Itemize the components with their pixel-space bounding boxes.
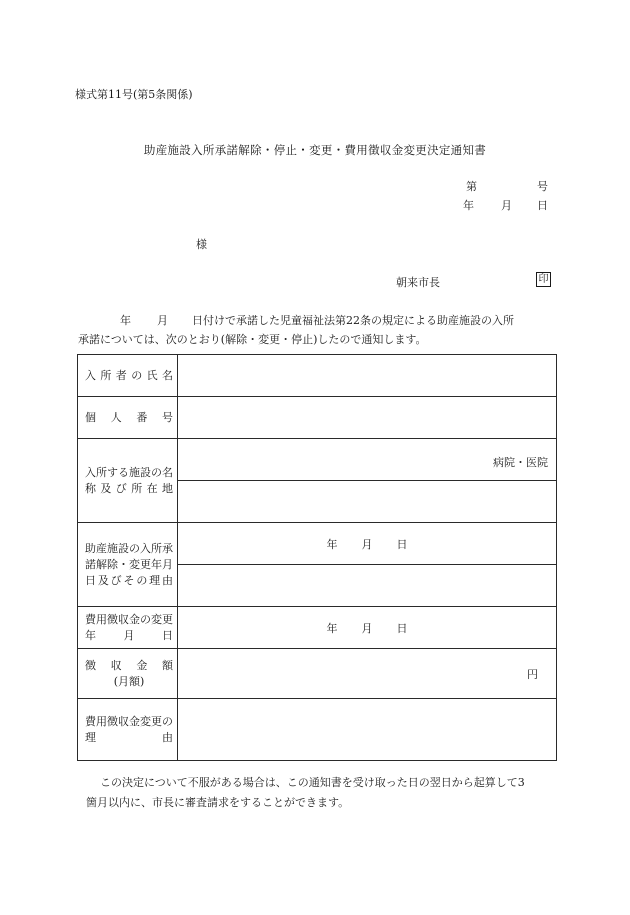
facility-address[interactable] — [178, 481, 557, 523]
issuer-name: 朝来市長 — [396, 276, 440, 289]
table-row — [78, 355, 557, 397]
id-label: 個 人 番 号 — [78, 397, 178, 439]
table-row — [78, 607, 557, 649]
facility-type: 病院・医院 — [178, 439, 557, 481]
change-label: 助産施設の入所承諾解除・変更年月日及びその理由 — [78, 523, 178, 607]
intro-line-2: 承諾については、次のとおり(解除・変更・停止)したので通知します。 — [78, 333, 427, 346]
id-value[interactable] — [178, 397, 557, 439]
change-reason[interactable] — [178, 565, 557, 607]
change-date[interactable]: 年 月 日 — [178, 523, 557, 565]
seal-mark: 印 — [536, 272, 551, 287]
table-row — [78, 397, 557, 439]
fee-reason-label: 費用徴収金変更の理由 — [78, 699, 178, 761]
table-row — [78, 699, 557, 761]
fee-change-date[interactable]: 年 月 日 — [178, 607, 557, 649]
document-date — [463, 197, 548, 213]
date-month: 月 — [501, 199, 512, 212]
name-value[interactable] — [178, 355, 557, 397]
number-prefix: 第 — [466, 180, 477, 193]
name-label: 入所者の氏名 — [78, 355, 178, 397]
number-suffix: 号 — [537, 180, 548, 193]
notice-table — [77, 354, 557, 761]
footnote — [78, 773, 560, 813]
document-title: 助産施設入所承諾解除・停止・変更・費用徴収金変更決定通知書 — [143, 143, 487, 157]
amount-value[interactable]: 円 — [178, 649, 557, 699]
table-row — [78, 439, 557, 481]
form-number: 様式第11号(第5条関係) — [75, 88, 193, 101]
amount-label: 徴収金額 (月額) — [78, 649, 178, 699]
table-row — [78, 523, 557, 565]
fee-reason-value[interactable] — [178, 699, 557, 761]
facility-label: 入所する施設の名称及び所在地 — [78, 439, 178, 523]
table-row — [78, 649, 557, 699]
addressee-suffix: 様 — [196, 238, 207, 251]
document-number — [466, 178, 548, 194]
footnote-line-2: 箇月以内に、市長に審査請求をすることができます。 — [86, 796, 350, 809]
footnote-line-1: この決定について不服がある場合は、この通知書を受け取った日の翌日から起算して3 — [100, 776, 525, 789]
intro-paragraph — [78, 311, 558, 349]
date-day: 日 — [537, 199, 548, 212]
fee-date-label: 費用徴収金の変更年月日 — [78, 607, 178, 649]
intro-line-1: 年 月 日付けで承諾した児童福祉法第22条の規定による助産施設の入所 — [120, 314, 514, 327]
date-year: 年 — [463, 199, 474, 212]
